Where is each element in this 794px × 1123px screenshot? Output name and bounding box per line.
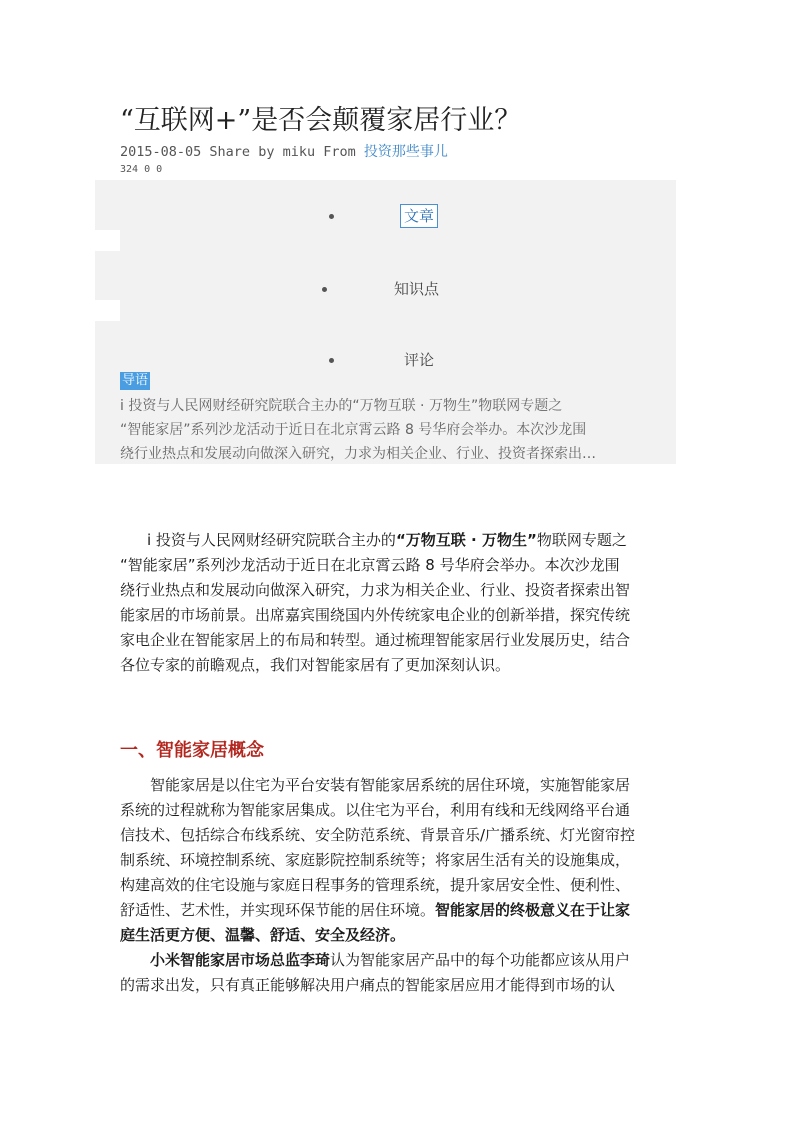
from-label: From: [323, 144, 356, 160]
para-line: 的需求出发，只有真正能够解决用户痛点的智能家居应用才能得到市场的认: [120, 976, 616, 994]
emphasis-text: 小米智能家居市场总监李琦: [150, 951, 331, 969]
tab-label[interactable]: 评论: [404, 351, 435, 369]
article-title: “互联网+”是否会颠覆家居行业？: [120, 105, 522, 136]
para-line: 能家居的市场前景。出席嘉宾围绕国内外传统家电企业的创新举措，探究传统: [120, 606, 631, 624]
text-run: 物联网专题之: [536, 531, 627, 549]
share-by-label: Share by: [209, 144, 275, 160]
emphasis-text: “万物互联 · 万物生”: [395, 531, 537, 549]
para-line: 信技术、包括综合布线系统、安全防范系统、背景音乐/广播系统、灯光窗帘控: [120, 826, 636, 844]
article-meta: [120, 141, 448, 161]
para-line: 智能家居是以住宅为平台安装有智能家居系统的居住环境，实施智能家居: [150, 776, 631, 794]
para-line: 绕行业热点和发展动向做深入研究，力求为相关企业、行业、投资者探索出智: [120, 581, 631, 599]
summary-line: “智能家居”系列沙龙活动于近日在北京霄云路 8 号华府会举办。本次沙龙围: [120, 422, 587, 438]
publish-date: 2015-08-05: [120, 144, 202, 160]
para-line: 制系统、环境控制系统、家庭影院控制系统等；将家居生活有关的设施集成，: [120, 851, 631, 869]
intro-summary: [120, 394, 676, 466]
para-line: “智能家居”系列沙龙活动于近日在北京霄云路 8 号华府会举办。本次沙龙围: [120, 556, 620, 574]
tab-label[interactable]: 知识点: [394, 280, 440, 298]
text-run: 认为智能家居产品中的每个功能都应该从用户: [330, 951, 631, 969]
text-run: 舒适性、艺术性，并实现环保节能的居住环境。: [120, 901, 436, 919]
text-run: i 投资与人民网财经研究院联合主办的: [147, 531, 396, 549]
panel-notch: [95, 230, 120, 251]
intro-tag: 导语: [122, 373, 149, 388]
summary-line: 绕行业热点和发展动向做深入研究，力求为相关企业、行业、投资者探索出…: [120, 446, 596, 462]
summary-line: i 投资与人民网财经研究院联合主办的“万物互联 · 万物生”物联网专题之: [120, 398, 563, 414]
tab-comments[interactable]: [95, 348, 676, 372]
panel-notch: [95, 300, 120, 321]
tab-article[interactable]: [95, 204, 676, 228]
section-heading: 一、智能家居概念: [120, 740, 264, 761]
tab-label[interactable]: 文章: [400, 204, 438, 228]
concept-paragraph: [120, 773, 676, 998]
intro-paragraph: [120, 528, 676, 678]
author-name: miku: [282, 144, 316, 160]
para-line: 家电企业在智能家居上的布局和转型。通过梳理智能家居行业发展历史，结合: [120, 631, 631, 649]
para-line: 系统的过程就称为智能家居集成。以住宅为平台，利用有线和无线网络平台通: [120, 801, 631, 819]
para-line: 各位专家的前瞻观点，我们对智能家居有了更加深刻认识。: [120, 656, 511, 674]
bullet-icon: [329, 214, 334, 219]
tab-knowledge[interactable]: [95, 277, 676, 301]
tab-panel: [95, 180, 676, 464]
source-link[interactable]: 投资那些事儿: [363, 144, 448, 160]
emphasis-text: 庭生活更方便、温馨、舒适、安全及经济。: [120, 926, 406, 944]
bullet-icon: [322, 287, 327, 292]
emphasis-text: 智能家居的终极意义在于让家: [435, 901, 631, 919]
para-line: 构建高效的住宅设施与家庭日程事务的管理系统，提升家居安全性、便利性、: [120, 876, 631, 894]
stat-counts: 324 0 0: [120, 164, 163, 175]
bullet-icon: [329, 358, 334, 363]
